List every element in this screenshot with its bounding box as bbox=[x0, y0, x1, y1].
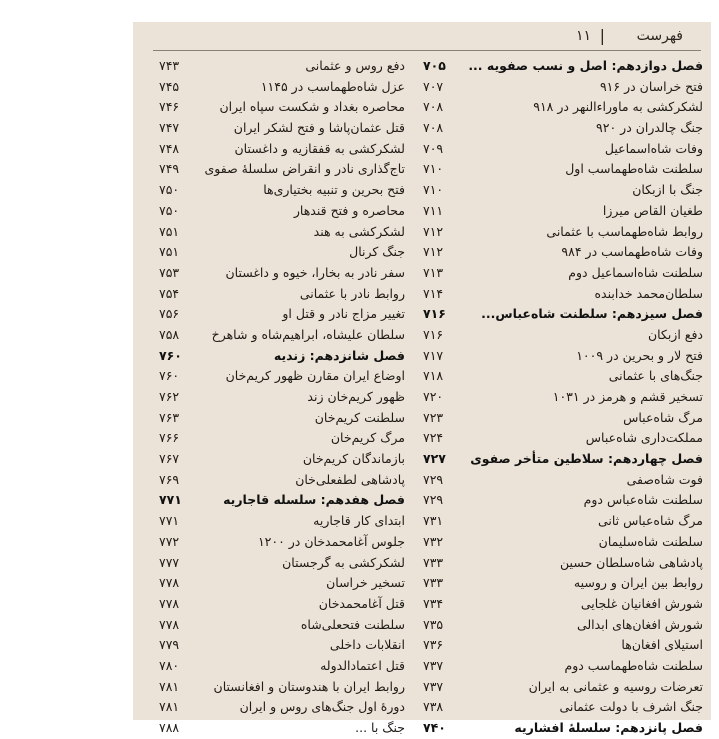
toc-entry-title: روابط شاه‌طهماسب با عثمانی bbox=[546, 223, 703, 239]
toc-entry-title: فصل دوازدهم: اصل و نسب صفویه ... bbox=[468, 58, 703, 73]
toc-entry-page: ۷۰۸ bbox=[423, 120, 444, 136]
toc-entry-title: وفات شاه‌اسماعیل bbox=[604, 140, 703, 156]
toc-entry-page: ۷۷۸ bbox=[159, 616, 180, 632]
toc-entry bbox=[157, 656, 405, 677]
toc-entry-title: سلطنت شاه‌طهماسب اول bbox=[565, 161, 703, 177]
toc-entry-page: ۷۱۶ bbox=[423, 326, 444, 342]
toc-entry-page: ۷۴۶ bbox=[159, 99, 180, 115]
toc-entry bbox=[157, 242, 405, 263]
toc-entry bbox=[421, 346, 703, 367]
toc-entry-title: دفع ازبکان bbox=[647, 326, 703, 342]
toc-entry-title: فصل شانزدهم: زندیه bbox=[273, 347, 405, 363]
toc-entry bbox=[157, 532, 405, 553]
toc-entry-title: مرگ کریم‌خان bbox=[330, 430, 405, 446]
page-header bbox=[153, 28, 701, 51]
toc-entry-title: اوضاع ایران مقارن ظهور کریم‌خان bbox=[225, 368, 405, 384]
toc-entry-page: ۷۱۲ bbox=[423, 244, 444, 260]
toc-entry-page: ۷۵۳ bbox=[159, 264, 180, 280]
toc-entry bbox=[421, 635, 703, 656]
toc-entry bbox=[421, 325, 703, 346]
toc-entry-title: وفات شاه‌طهماسب در ۹۸۴ bbox=[561, 244, 703, 260]
toc-entry bbox=[421, 201, 703, 222]
toc-entry-title: سلطنت کریم‌خان bbox=[314, 409, 405, 425]
header-separator: | bbox=[599, 26, 605, 45]
toc-entry-title: سفر نادر به بخارا، خیوه و داغستان bbox=[225, 264, 405, 280]
toc-column-left bbox=[157, 56, 405, 739]
toc-entry-page: ۷۰۵ bbox=[423, 58, 446, 73]
toc-entry bbox=[421, 366, 703, 387]
toc-entry bbox=[157, 139, 405, 160]
toc-entry-title: فتح لار و بحرین در ۱۰۰۹ bbox=[576, 347, 703, 363]
toc-entry bbox=[421, 284, 703, 305]
toc-entry-title: جنگ با ... bbox=[355, 720, 405, 735]
toc-entry bbox=[157, 77, 405, 98]
toc-entry-title: تسخیر خراسان bbox=[326, 575, 405, 591]
toc-entry-page: ۷۷۱ bbox=[159, 492, 182, 508]
toc-entry-title: فصل سیزدهم: سلطنت شاه‌عباس... bbox=[481, 306, 703, 322]
toc-entry-title: لشکرکشی به هند bbox=[313, 223, 405, 239]
toc-entry-page: ۷۱۷ bbox=[423, 347, 444, 363]
toc-entry-page: ۷۱۲ bbox=[423, 223, 444, 239]
toc-entry-title: جلوس آغامحمدخان در ۱۲۰۰ bbox=[257, 533, 405, 549]
toc-entry bbox=[421, 532, 703, 553]
toc-entry-title: سلطنت شاه‌اسماعیل دوم bbox=[568, 264, 703, 280]
toc-entry bbox=[421, 97, 703, 118]
toc-entry-title: قتل آغامحمدخان bbox=[318, 595, 405, 611]
toc-entry-page: ۷۷۱ bbox=[159, 513, 180, 529]
toc-entry-title: فوت شاه‌صفی bbox=[626, 471, 703, 487]
toc-entry-page: ۷۶۷ bbox=[159, 451, 180, 467]
toc-entry-title: طغیان القاص میرزا bbox=[602, 202, 703, 218]
toc-entry-page: ۷۸۸ bbox=[159, 720, 180, 735]
toc-chapter-heading bbox=[421, 56, 703, 77]
toc-entry bbox=[157, 222, 405, 243]
toc-entry-page: ۷۶۹ bbox=[159, 471, 180, 487]
toc-entry-title: جنگ با ازبکان bbox=[632, 182, 703, 198]
toc-entry-page: ۷۶۲ bbox=[159, 389, 180, 404]
toc-entry bbox=[157, 180, 405, 201]
toc-entry-title: لشکرکشی به قفقازیه و داغستان bbox=[234, 140, 405, 156]
toc-entry-page: ۷۵۸ bbox=[159, 326, 180, 342]
toc-entry bbox=[421, 511, 703, 532]
toc-entry-page: ۷۵۰ bbox=[159, 202, 180, 218]
toc-entry bbox=[421, 573, 703, 594]
toc-entry bbox=[157, 594, 405, 615]
toc-entry-title: لشکرکشی به ماوراءالنهر در ۹۱۸ bbox=[533, 99, 703, 115]
toc-entry-page: ۷۱۸ bbox=[423, 368, 444, 384]
toc-entry-title: فتح خراسان در ۹۱۶ bbox=[599, 78, 703, 94]
toc-entry-page: ۷۲۴ bbox=[423, 430, 444, 446]
toc-entry bbox=[421, 387, 703, 408]
toc-entry-page: ۷۳۸ bbox=[423, 699, 444, 715]
toc-entry-title: مملکت‌داری شاه‌عباس bbox=[585, 430, 703, 446]
toc-entry bbox=[421, 159, 703, 180]
toc-entry bbox=[421, 118, 703, 139]
toc-entry bbox=[421, 180, 703, 201]
toc-entry-page: ۷۰۷ bbox=[423, 78, 444, 94]
toc-entry-page: ۷۳۷ bbox=[423, 678, 444, 694]
toc-column-right bbox=[421, 56, 703, 739]
toc-entry-title: جنگ چالدران در ۹۲۰ bbox=[596, 120, 703, 136]
toc-entry-title: محاصره و فتح قندهار bbox=[293, 202, 405, 218]
toc-entry-title: لشکرکشی به گرجستان bbox=[282, 554, 405, 570]
toc-entry bbox=[157, 263, 405, 284]
toc-entry-title: ظهور کریم‌خان زند bbox=[307, 389, 405, 404]
book-page bbox=[133, 22, 711, 735]
toc-entry-title: فصل پانزدهم: سلسلهٔ افشاریه bbox=[514, 720, 703, 735]
toc-entry bbox=[421, 77, 703, 98]
toc-entry bbox=[421, 222, 703, 243]
toc-entry-page: ۷۱۴ bbox=[423, 285, 444, 301]
toc-entry-page: ۷۷۸ bbox=[159, 595, 180, 611]
toc-entry-page: ۷۳۱ bbox=[423, 513, 444, 529]
toc-entry-page: ۷۳۷ bbox=[423, 657, 444, 673]
toc-entry-title: جنگ کرنال bbox=[349, 244, 405, 260]
toc-entry-title: روابط بین ایران و روسیه bbox=[573, 575, 703, 591]
toc-entry bbox=[157, 159, 405, 180]
toc-entry bbox=[157, 677, 405, 698]
toc-entry-title: قتل اعتمادالدوله bbox=[320, 657, 405, 673]
toc-entry bbox=[157, 366, 405, 387]
toc-entry-title: پادشاهی لطفعلی‌خان bbox=[295, 471, 405, 487]
toc-entry-title: سلطنت فتحعلی‌شاه bbox=[300, 616, 405, 632]
toc-entry-title: سلطنت شاه‌سلیمان bbox=[598, 533, 703, 549]
toc-entry bbox=[157, 408, 405, 429]
toc-entry bbox=[421, 677, 703, 698]
toc-entry bbox=[421, 139, 703, 160]
toc-entry bbox=[157, 118, 405, 139]
toc-entry-page: ۷۴۸ bbox=[159, 140, 180, 156]
toc-entry-page: ۷۲۹ bbox=[423, 492, 444, 508]
toc-entry-page: ۷۴۷ bbox=[159, 120, 180, 136]
toc-entry-title: بازماندگان کریم‌خان bbox=[302, 451, 405, 467]
toc-entry-title: جنگ‌های با عثمانی bbox=[608, 368, 703, 384]
toc-entry-page: ۷۵۱ bbox=[159, 223, 180, 239]
toc-entry-page: ۷۱۶ bbox=[423, 306, 446, 322]
page-number: ۱۱ bbox=[575, 28, 591, 44]
toc-entry-page: ۷۳۳ bbox=[423, 554, 444, 570]
toc-chapter-heading bbox=[421, 718, 703, 739]
toc-entry bbox=[421, 615, 703, 636]
toc-entry bbox=[157, 201, 405, 222]
toc-entry bbox=[157, 573, 405, 594]
toc-entry-title: فتح بحرین و تنبیه بختیاری‌ها bbox=[263, 182, 405, 198]
toc-entry bbox=[157, 325, 405, 346]
toc-chapter-heading bbox=[157, 346, 405, 367]
toc-entry-title: دورهٔ اول جنگ‌های روس و ایران bbox=[239, 699, 405, 715]
toc-entry-title: ابتدای کار قاجاریه bbox=[313, 513, 405, 529]
toc-chapter-heading bbox=[421, 449, 703, 470]
toc-entry-title: سلطان علیشاه، ابراهیم‌شاه و شاهرخ bbox=[211, 326, 405, 342]
toc-entry bbox=[421, 697, 703, 718]
toc-entry-page: ۷۱۰ bbox=[423, 182, 444, 198]
toc-entry-title: سلطنت شاه‌طهماسب دوم bbox=[564, 657, 703, 673]
toc-entry-page: ۷۰۸ bbox=[423, 99, 444, 115]
toc-entry-title: قتل عثمان‌پاشا و فتح لشکر ایران bbox=[233, 120, 405, 136]
toc-entry-page: ۷۰۹ bbox=[423, 140, 444, 156]
toc-chapter-heading bbox=[157, 490, 405, 511]
toc-entry bbox=[157, 718, 405, 739]
toc-entry bbox=[157, 635, 405, 656]
toc-entry-title: عزل شاه‌طهماسب در ۱۱۴۵ bbox=[260, 78, 405, 94]
toc-entry-title: فصل هفدهم: سلسله قاجاریه bbox=[223, 492, 405, 508]
toc-entry-title: مرگ شاه‌عباس ثانی bbox=[597, 513, 703, 529]
toc-entry-page: ۷۶۰ bbox=[159, 347, 182, 363]
toc-entry-page: ۷۲۹ bbox=[423, 471, 444, 487]
toc-entry bbox=[157, 56, 405, 77]
toc-entry-title: سلطنت شاه‌عباس دوم bbox=[583, 492, 703, 508]
toc-entry-title: تسخیر قشم و هرمز در ۱۰۳۱ bbox=[552, 389, 703, 404]
toc-entry bbox=[421, 408, 703, 429]
toc-entry bbox=[157, 387, 405, 408]
toc-entry-page: ۷۲۷ bbox=[423, 451, 446, 467]
toc-entry-title: مرگ شاه‌عباس bbox=[623, 409, 703, 425]
toc-entry-page: ۷۴۳ bbox=[159, 58, 180, 73]
toc-entry bbox=[157, 697, 405, 718]
toc-entry-title: استیلای افغان‌ها bbox=[621, 637, 703, 653]
toc-entry bbox=[157, 553, 405, 574]
toc-entry bbox=[421, 470, 703, 491]
toc-entry bbox=[421, 656, 703, 677]
toc-entry-page: ۷۱۱ bbox=[423, 202, 444, 218]
toc-entry-title: دفع روس و عثمانی bbox=[305, 58, 405, 73]
toc-chapter-heading bbox=[421, 304, 703, 325]
toc-entry bbox=[157, 511, 405, 532]
toc-entry-page: ۷۸۱ bbox=[159, 678, 180, 694]
toc-entry-title: جنگ اشرف با دولت عثمانی bbox=[559, 699, 703, 715]
toc-entry-page: ۷۶۰ bbox=[159, 368, 180, 384]
toc-entry-page: ۷۴۵ bbox=[159, 78, 180, 94]
toc-entry-page: ۷۳۲ bbox=[423, 533, 444, 549]
toc-entry-page: ۷۳۳ bbox=[423, 575, 444, 591]
toc-entry-title: سلطان‌محمد خدابنده bbox=[594, 285, 703, 301]
toc-entry-page: ۷۳۴ bbox=[423, 595, 444, 611]
toc-entry bbox=[421, 428, 703, 449]
toc-entry bbox=[421, 594, 703, 615]
toc-entry-page: ۷۷۸ bbox=[159, 575, 180, 591]
toc-entry-page: ۷۵۴ bbox=[159, 285, 180, 301]
toc-entry-title: تاج‌گذاری نادر و انقراض سلسلهٔ صفوی bbox=[204, 161, 405, 177]
toc-entry-page: ۷۳۵ bbox=[423, 616, 444, 632]
toc-entry bbox=[421, 553, 703, 574]
toc-entry-title: محاصره بغداد و شکست سپاه ایران bbox=[219, 99, 405, 115]
toc-entry-title: انقلابات داخلی bbox=[329, 637, 405, 653]
toc-entry-title: پادشاهی شاه‌سلطان حسین bbox=[560, 554, 703, 570]
toc-entry-page: ۷۱۳ bbox=[423, 264, 444, 280]
toc-entry-title: روابط ایران با هندوستان و افغانستان bbox=[213, 678, 405, 694]
toc-entry-page: ۷۵۱ bbox=[159, 244, 180, 260]
toc-entry-page: ۷۷۷ bbox=[159, 554, 180, 570]
toc-entry-page: ۷۱۰ bbox=[423, 161, 444, 177]
toc-entry-page: ۷۵۶ bbox=[159, 306, 180, 322]
toc-entry-title: روابط نادر با عثمانی bbox=[299, 285, 405, 301]
toc-entry bbox=[157, 428, 405, 449]
toc-entry-page: ۷۷۲ bbox=[159, 533, 180, 549]
toc-entry-page: ۷۲۰ bbox=[423, 389, 444, 404]
toc-entry-title: تعرضات روسیه و عثمانی به ایران bbox=[528, 678, 703, 694]
toc-entry bbox=[157, 304, 405, 325]
toc-entry bbox=[157, 470, 405, 491]
toc-entry-page: ۷۵۰ bbox=[159, 182, 180, 198]
toc-entry bbox=[421, 490, 703, 511]
toc-entry bbox=[157, 449, 405, 470]
toc-entry-page: ۷۶۶ bbox=[159, 430, 180, 446]
toc-entry-title: فصل چهاردهم: سلاطین متأخر صفوی bbox=[470, 451, 703, 467]
toc-entry-page: ۷۶۳ bbox=[159, 409, 180, 425]
toc-entry-title: شورش افغانیان غلجایی bbox=[580, 595, 703, 611]
toc-entry-page: ۷۲۳ bbox=[423, 409, 444, 425]
toc-entry-title: تغییر مزاج نادر و قتل او bbox=[282, 306, 405, 322]
toc-entry bbox=[421, 263, 703, 284]
toc-entry bbox=[157, 284, 405, 305]
running-title: فهرست bbox=[636, 28, 683, 44]
toc-entry-page: ۷۸۰ bbox=[159, 657, 180, 673]
toc-entry-page: ۷۷۹ bbox=[159, 637, 180, 653]
toc-entry-page: ۷۴۰ bbox=[423, 720, 446, 735]
toc-entry bbox=[157, 97, 405, 118]
toc-entry-title: شورش افغان‌های ابدالی bbox=[576, 616, 703, 632]
toc-entry bbox=[157, 615, 405, 636]
toc-entry bbox=[421, 242, 703, 263]
toc-entry-page: ۷۳۶ bbox=[423, 637, 444, 653]
toc-entry-page: ۷۴۹ bbox=[159, 161, 180, 177]
toc-entry-page: ۷۸۱ bbox=[159, 699, 180, 715]
